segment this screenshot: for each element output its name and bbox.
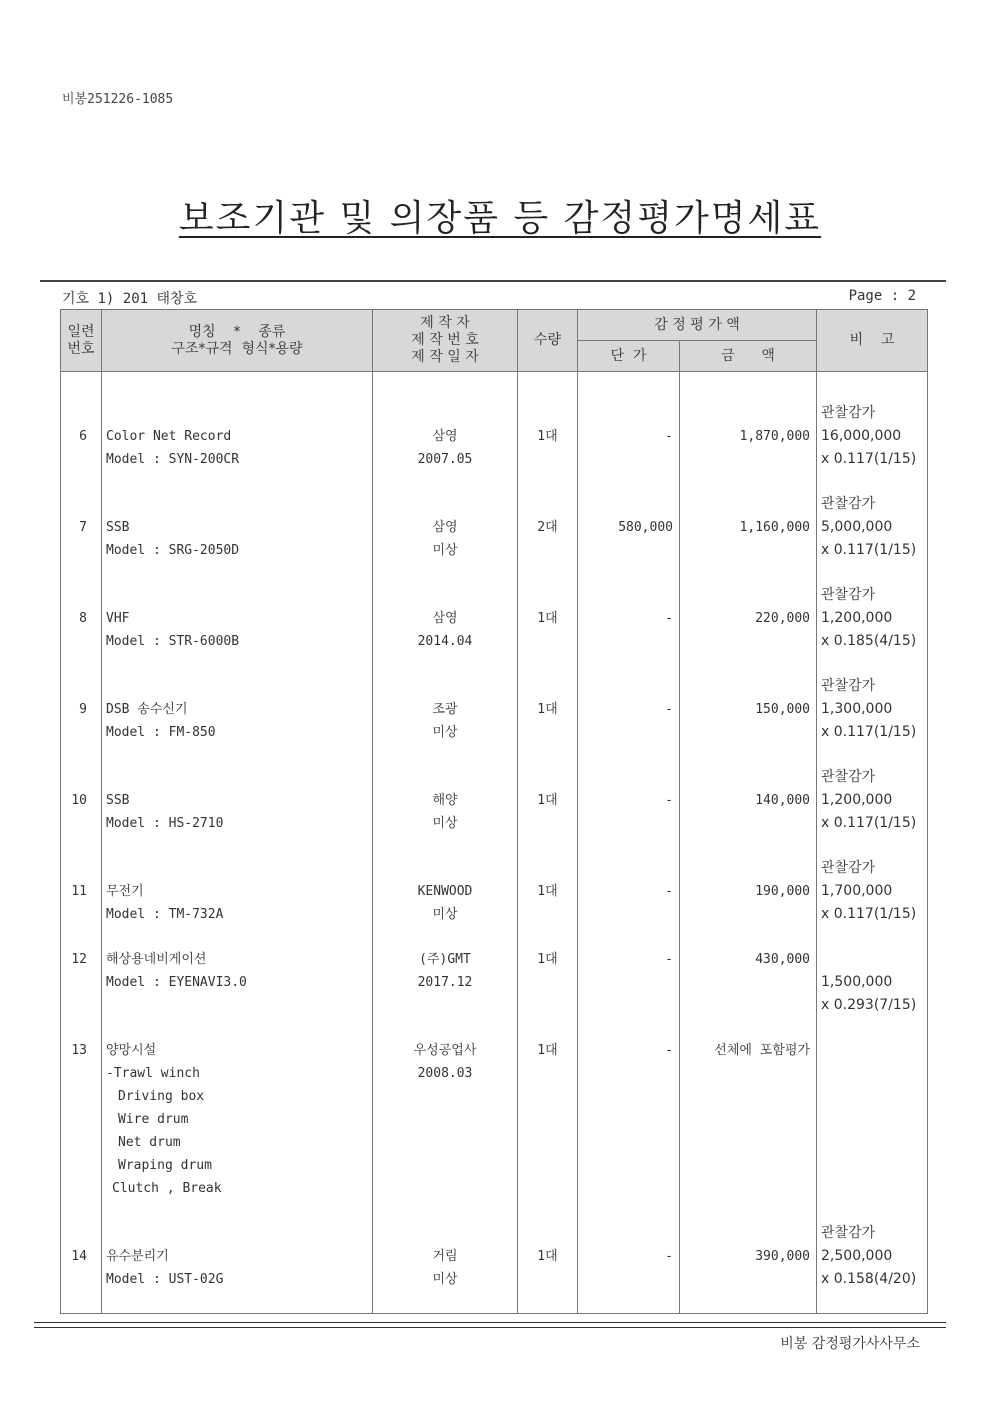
item-quantity-text: 1대 <box>537 702 558 717</box>
name-line: Net drum <box>118 1135 181 1150</box>
row-number <box>61 675 102 766</box>
item-amount <box>680 493 817 584</box>
item-amount <box>680 857 817 948</box>
item-quantity-text: 1대 <box>537 952 558 967</box>
maker-line: 우성공업사 <box>413 1043 477 1058</box>
page-title: 보조기관 및 의장품 등 감정평가명세표 <box>178 198 822 239</box>
item-note <box>817 584 928 675</box>
item-note <box>817 948 928 1039</box>
row-number <box>61 948 102 1039</box>
item-maker <box>373 948 518 1039</box>
row-number <box>61 402 102 493</box>
table-row <box>61 766 928 857</box>
note-line: 관찰감가 <box>821 678 876 694</box>
item-unit-price-text: - <box>665 1249 673 1264</box>
name-line: Model : EYENAVI3.0 <box>106 975 247 990</box>
name-line: Model : TM-732A <box>106 907 224 922</box>
item-maker <box>373 584 518 675</box>
maker-line: 삼영 <box>432 520 458 535</box>
item-note <box>817 1039 928 1222</box>
item-quantity-text: 1대 <box>537 1249 558 1264</box>
item-unit-price-text: - <box>665 1043 673 1058</box>
item-unit-price <box>578 1222 680 1314</box>
name-line: Clutch , Break <box>112 1181 222 1196</box>
item-name <box>102 584 373 675</box>
item-name <box>102 948 373 1039</box>
note-line: 5,000,000 <box>821 519 893 535</box>
document-id: 비봉251226-1085 <box>62 92 174 107</box>
maker-line: 미상 <box>432 1272 458 1287</box>
item-amount <box>680 1222 817 1314</box>
item-amount-text: 220,000 <box>755 611 811 626</box>
item-amount-text: 390,000 <box>755 1249 811 1264</box>
table-row <box>61 402 928 493</box>
note-line: x 0.185(4/15) <box>821 633 917 649</box>
row-number-text: 6 <box>79 429 87 444</box>
item-quantity-text: 1대 <box>537 429 558 444</box>
row-number <box>61 493 102 584</box>
item-name <box>102 493 373 584</box>
item-quantity-text: 2대 <box>537 520 558 535</box>
item-quantity-text: 1대 <box>537 884 558 899</box>
item-amount-text: 430,000 <box>755 952 811 967</box>
item-quantity <box>518 948 578 1039</box>
maker-line: 미상 <box>432 543 458 558</box>
footer-office: 비봉 감정평가사사무소 <box>780 1336 920 1352</box>
item-quantity <box>518 1039 578 1222</box>
item-maker <box>373 1222 518 1314</box>
name-line: Model : STR-6000B <box>106 634 240 649</box>
table-row <box>61 1222 928 1314</box>
note-line: 1,300,000 <box>821 701 893 717</box>
note-line: x 0.158(4/20) <box>821 1271 917 1287</box>
note-line: 2,500,000 <box>821 1248 893 1264</box>
item-name <box>102 857 373 948</box>
note-line: 관찰감가 <box>821 1225 876 1241</box>
name-line: Model : UST-02G <box>106 1272 224 1287</box>
name-line: VHF <box>106 611 130 626</box>
name-line: Color Net Record <box>106 429 232 444</box>
item-quantity-text: 1대 <box>537 611 558 626</box>
maker-line: KENWOOD <box>417 884 473 899</box>
item-name <box>102 1222 373 1314</box>
maker-line: 조광 <box>432 702 458 717</box>
item-quantity <box>518 766 578 857</box>
item-unit-price-text: - <box>665 702 673 717</box>
row-number-text: 8 <box>79 611 87 626</box>
maker-line: 2014.04 <box>417 634 473 649</box>
item-unit-price <box>578 584 680 675</box>
note-line: x 0.117(1/15) <box>821 724 917 740</box>
name-line: Model : SRG-2050D <box>106 543 240 558</box>
note-line: x 0.293(7/15) <box>821 997 917 1013</box>
note-line: 관찰감가 <box>821 405 876 421</box>
maker-line: 삼영 <box>432 429 458 444</box>
name-line: 무전기 <box>106 884 144 899</box>
item-note <box>817 857 928 948</box>
item-name <box>102 402 373 493</box>
header-appraisal: 감 정 평 가 액 <box>578 310 817 341</box>
item-unit-price <box>578 766 680 857</box>
row-number <box>61 1039 102 1222</box>
vessel-label: 기호 1) 201 태창호 <box>62 291 198 307</box>
table-row <box>61 493 928 584</box>
item-unit-price-text: - <box>665 952 673 967</box>
note-line: 16,000,000 <box>821 428 902 444</box>
item-unit-price-text: - <box>665 884 673 899</box>
item-quantity <box>518 857 578 948</box>
row-number-text: 13 <box>71 1043 87 1058</box>
item-amount-text: 선체에 포함평가 <box>714 1043 811 1058</box>
item-quantity <box>518 493 578 584</box>
name-line: Model : HS-2710 <box>106 816 224 831</box>
name-line: SSB <box>106 793 130 808</box>
note-line: 1,500,000 <box>821 974 893 990</box>
item-maker <box>373 675 518 766</box>
item-quantity <box>518 584 578 675</box>
item-quantity <box>518 675 578 766</box>
header-unit-price: 단 가 <box>578 341 680 372</box>
item-unit-price <box>578 675 680 766</box>
note-line: 관찰감가 <box>821 860 876 876</box>
item-name <box>102 1039 373 1222</box>
note-line: 관찰감가 <box>821 587 876 603</box>
row-number <box>61 766 102 857</box>
item-maker <box>373 1039 518 1222</box>
item-maker <box>373 493 518 584</box>
header-maker: 제 작 자 제 작 번 호 제 작 일 자 <box>373 310 518 372</box>
table-row <box>61 675 928 766</box>
row-number-text: 11 <box>71 884 87 899</box>
header-name: 명칭 * 종류 구조*규격 형식*용량 <box>102 310 373 372</box>
item-maker <box>373 857 518 948</box>
maker-line: 2007.05 <box>417 452 473 467</box>
item-note <box>817 493 928 584</box>
maker-line: 미상 <box>432 907 458 922</box>
row-number <box>61 857 102 948</box>
header-no: 일련 번호 <box>61 310 102 372</box>
row-number-text: 7 <box>79 520 87 535</box>
item-quantity-text: 1대 <box>537 793 558 808</box>
item-name <box>102 766 373 857</box>
maker-line: 삼영 <box>432 611 458 626</box>
table-row <box>61 584 928 675</box>
header-amount: 금 액 <box>680 341 817 372</box>
table-row <box>61 857 928 948</box>
item-unit-price-text: - <box>665 429 673 444</box>
note-line: 1,200,000 <box>821 610 893 626</box>
header-qty: 수량 <box>518 310 578 372</box>
maker-line: (주)GMT <box>419 952 471 967</box>
item-quantity-text: 1대 <box>537 1043 558 1058</box>
item-amount <box>680 402 817 493</box>
item-unit-price <box>578 1039 680 1222</box>
table-row <box>61 948 928 1039</box>
note-line: x 0.117(1/15) <box>821 451 917 467</box>
item-unit-price <box>578 493 680 584</box>
item-unit-price <box>578 402 680 493</box>
item-note <box>817 766 928 857</box>
name-line: DSB 송수신기 <box>106 702 188 717</box>
maker-line: 2017.12 <box>417 975 473 990</box>
name-line: 유수분리기 <box>106 1249 169 1264</box>
note-line: 1,200,000 <box>821 792 893 808</box>
name-line: -Trawl winch <box>106 1066 200 1081</box>
name-line: 양망시설 <box>106 1043 157 1058</box>
item-unit-price <box>578 948 680 1039</box>
item-amount-text: 1,160,000 <box>739 520 811 535</box>
note-line: x 0.117(1/15) <box>821 542 917 558</box>
spacer-row <box>61 372 928 403</box>
item-name <box>102 675 373 766</box>
item-amount-text: 150,000 <box>755 702 811 717</box>
maker-line: 미상 <box>432 816 458 831</box>
row-number <box>61 584 102 675</box>
item-amount <box>680 948 817 1039</box>
item-amount-text: 190,000 <box>755 884 811 899</box>
note-line: 관찰감가 <box>821 769 876 785</box>
item-unit-price-text: - <box>665 611 673 626</box>
item-unit-price-text: 580,000 <box>618 520 673 535</box>
row-number-text: 12 <box>71 952 87 967</box>
item-amount-text: 140,000 <box>755 793 811 808</box>
name-line: 해상용네비게이션 <box>106 952 207 967</box>
maker-line: 미상 <box>432 725 458 740</box>
item-quantity <box>518 1222 578 1314</box>
name-line: Model : SYN-200CR <box>106 452 240 467</box>
row-number-text: 9 <box>79 702 87 717</box>
note-line: x 0.117(1/15) <box>821 906 917 922</box>
item-amount-text: 1,870,000 <box>739 429 811 444</box>
name-line: Wire drum <box>118 1112 189 1127</box>
note-line: x 0.117(1/15) <box>821 815 917 831</box>
item-unit-price <box>578 857 680 948</box>
item-amount <box>680 584 817 675</box>
row-number-text: 10 <box>71 793 87 808</box>
bottom-rule <box>34 1327 946 1328</box>
item-amount <box>680 766 817 857</box>
item-amount <box>680 1039 817 1222</box>
name-line: Wraping drum <box>118 1158 212 1173</box>
item-note <box>817 402 928 493</box>
maker-line: 해양 <box>432 793 458 808</box>
row-number-text: 14 <box>71 1249 87 1264</box>
item-quantity <box>518 402 578 493</box>
name-line: Model : FM-850 <box>106 725 216 740</box>
top-rule <box>40 280 946 282</box>
item-maker <box>373 766 518 857</box>
note-line <box>821 948 927 971</box>
name-line: Driving box <box>118 1089 205 1104</box>
name-line: SSB <box>106 520 130 535</box>
row-number <box>61 1222 102 1314</box>
table-row <box>61 1039 928 1222</box>
bottom-rule <box>34 1322 946 1323</box>
header-note: 비 고 <box>817 310 928 372</box>
item-note <box>817 1222 928 1314</box>
maker-line: 2008.03 <box>417 1066 473 1081</box>
page-number: Page : 2 <box>848 288 916 304</box>
item-amount <box>680 675 817 766</box>
appraisal-table <box>60 309 928 1314</box>
maker-line: 거림 <box>432 1249 458 1264</box>
item-maker <box>373 402 518 493</box>
item-unit-price-text: - <box>665 793 673 808</box>
note-line: 1,700,000 <box>821 883 893 899</box>
note-line: 관찰감가 <box>821 496 876 512</box>
item-note <box>817 675 928 766</box>
